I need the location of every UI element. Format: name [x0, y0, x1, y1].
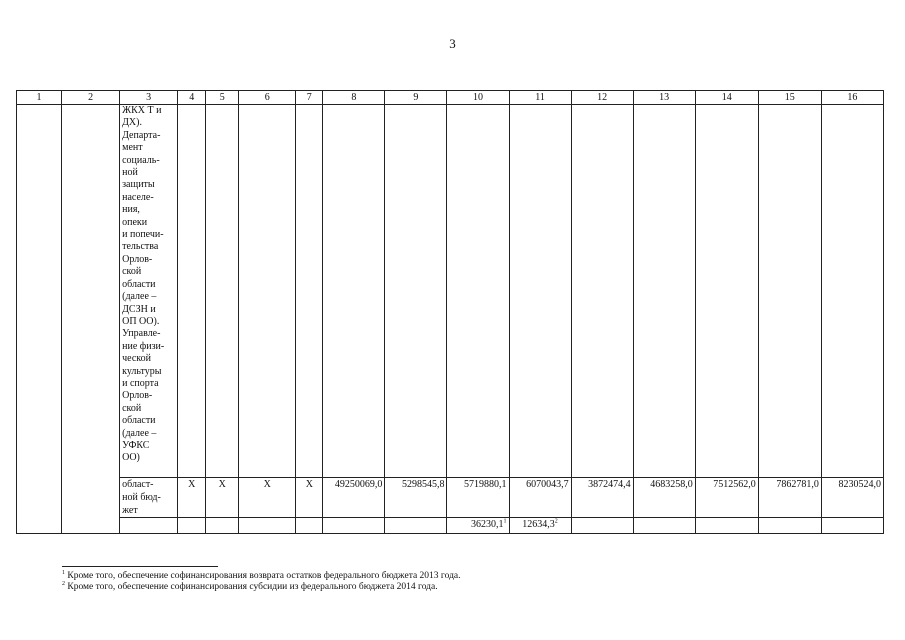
amount-text: 36230,1 — [471, 519, 504, 530]
description-line: Департа- — [122, 129, 161, 141]
description-line: ской — [122, 402, 142, 414]
description-line: ния, — [122, 204, 140, 216]
column-header: 1 — [17, 91, 62, 105]
cell-col-14 — [695, 105, 758, 478]
column-header: 9 — [385, 91, 447, 105]
cell-col-15 — [758, 518, 821, 534]
description-row — [17, 105, 884, 478]
cofinancing-amount-col-10 — [447, 518, 509, 534]
column-header: 8 — [323, 91, 385, 105]
amount-col-13: 4683258,0 — [633, 478, 695, 518]
footnote-text: Кроме того, обеспечение софинансирования субсидии из федерального бюджета 2014 года. — [65, 582, 438, 592]
description-line: Управле- — [122, 328, 161, 340]
column-header: 14 — [695, 91, 758, 105]
cell-col-13 — [633, 518, 695, 534]
cell-col-4 — [178, 518, 206, 534]
budget-table — [16, 90, 884, 534]
cell-col-6-x: X — [239, 478, 296, 518]
cell-col-14 — [695, 518, 758, 534]
column-header: 10 — [447, 91, 509, 105]
cell-col-7 — [296, 518, 323, 534]
budget-label-line: ной бюд- — [122, 492, 161, 503]
description-line: социаль- — [122, 154, 160, 166]
amount-col-10: 5719880,1 — [447, 478, 509, 518]
cell-col-2 — [62, 105, 120, 534]
cell-col-4-x: X — [178, 478, 206, 518]
description-line: (далее – — [122, 427, 157, 439]
cell-col-4 — [178, 105, 206, 478]
cell-col-5-x: X — [206, 478, 239, 518]
description-line: культуры — [122, 365, 162, 377]
column-header: 2 — [62, 91, 120, 105]
cell-col-9 — [385, 105, 447, 478]
cell-col-10 — [447, 105, 509, 478]
footnote-divider — [62, 566, 218, 567]
amount-total: 49250069,0 — [323, 478, 385, 518]
description-line: ЖКХ Т и — [122, 105, 162, 116]
column-header: 4 — [178, 91, 206, 105]
description-line: ческой — [122, 353, 151, 365]
cell-col-6 — [239, 518, 296, 534]
footnote-2 — [62, 582, 461, 593]
cell-col-1 — [17, 105, 62, 534]
description-line: защиты — [122, 179, 155, 191]
cell-col-11 — [509, 105, 571, 478]
amount-col-9: 5298545,8 — [385, 478, 447, 518]
column-header: 13 — [633, 91, 695, 105]
cofinancing-row — [17, 518, 884, 534]
budget-label-line: жет — [122, 505, 138, 516]
responsible-executors-cell — [120, 105, 178, 478]
amount-col-12: 3872474,4 — [571, 478, 633, 518]
cell-col-5 — [206, 518, 239, 534]
cell-col-8 — [323, 518, 385, 534]
header-row — [17, 91, 884, 105]
column-header: 3 — [120, 91, 178, 105]
footnote-1 — [62, 571, 461, 582]
amount-col-15: 7862781,0 — [758, 478, 821, 518]
cell-col-7-x: X — [296, 478, 323, 518]
cell-col-12 — [571, 105, 633, 478]
footnote-text: Кроме того, обеспечение софинансирования возврата остатков федерального бюджета 2013 года. — [65, 571, 461, 581]
cell-col-7 — [296, 105, 323, 478]
description-line: опеки — [122, 216, 148, 228]
column-header: 15 — [758, 91, 821, 105]
description-line: области — [122, 278, 156, 290]
description-line: ДХ). — [122, 117, 142, 129]
cell-col-6 — [239, 105, 296, 478]
column-header: 6 — [239, 91, 296, 105]
description-line: тельства — [122, 241, 159, 253]
description-line: УФКС — [122, 439, 150, 451]
column-header: 11 — [509, 91, 571, 105]
cell-col-16 — [821, 105, 883, 478]
footnote-ref: 1 — [503, 518, 507, 525]
description-line: области — [122, 415, 156, 427]
cell-col-8 — [323, 105, 385, 478]
cell-col-15 — [758, 105, 821, 478]
footnote-ref: 2 — [554, 518, 558, 525]
footnote-mark: 1 — [62, 569, 65, 576]
column-header: 12 — [571, 91, 633, 105]
cell-col-5 — [206, 105, 239, 478]
description-line: ской — [122, 266, 142, 278]
description-line: мент — [122, 142, 143, 154]
footnote-mark: 2 — [62, 580, 65, 587]
description-line: ной — [122, 167, 138, 179]
amount-text: 12634,3 — [522, 519, 555, 530]
column-header: 7 — [296, 91, 323, 105]
description-line: ОО) — [122, 452, 140, 464]
cofinancing-amount-col-11 — [509, 518, 571, 534]
regional-budget-row — [17, 478, 884, 518]
cell-col-16 — [821, 518, 883, 534]
budget-label-cell — [120, 478, 178, 518]
description-line: (далее – — [122, 291, 157, 303]
description-line: ОП ОО). — [122, 315, 160, 327]
amount-col-14: 7512562,0 — [695, 478, 758, 518]
cell-col-12 — [571, 518, 633, 534]
description-line: Орлов- — [122, 390, 153, 402]
column-header: 5 — [206, 91, 239, 105]
page-number: 3 — [449, 36, 456, 51]
budget-label-line: област- — [122, 479, 154, 490]
amount-col-16: 8230524,0 — [821, 478, 883, 518]
description-line: населе- — [122, 191, 154, 203]
description-line: Орлов- — [122, 253, 153, 265]
description-line: и попечи- — [122, 229, 164, 241]
column-header: 16 — [821, 91, 883, 105]
description-line: и спорта — [122, 377, 159, 389]
footnotes — [62, 571, 461, 593]
cell-col-13 — [633, 105, 695, 478]
cell-col-9 — [385, 518, 447, 534]
description-line: ДСЗН и — [122, 303, 156, 315]
description-line: ние физи- — [122, 340, 165, 352]
cell-col-3 — [120, 518, 178, 534]
amount-col-11: 6070043,7 — [509, 478, 571, 518]
